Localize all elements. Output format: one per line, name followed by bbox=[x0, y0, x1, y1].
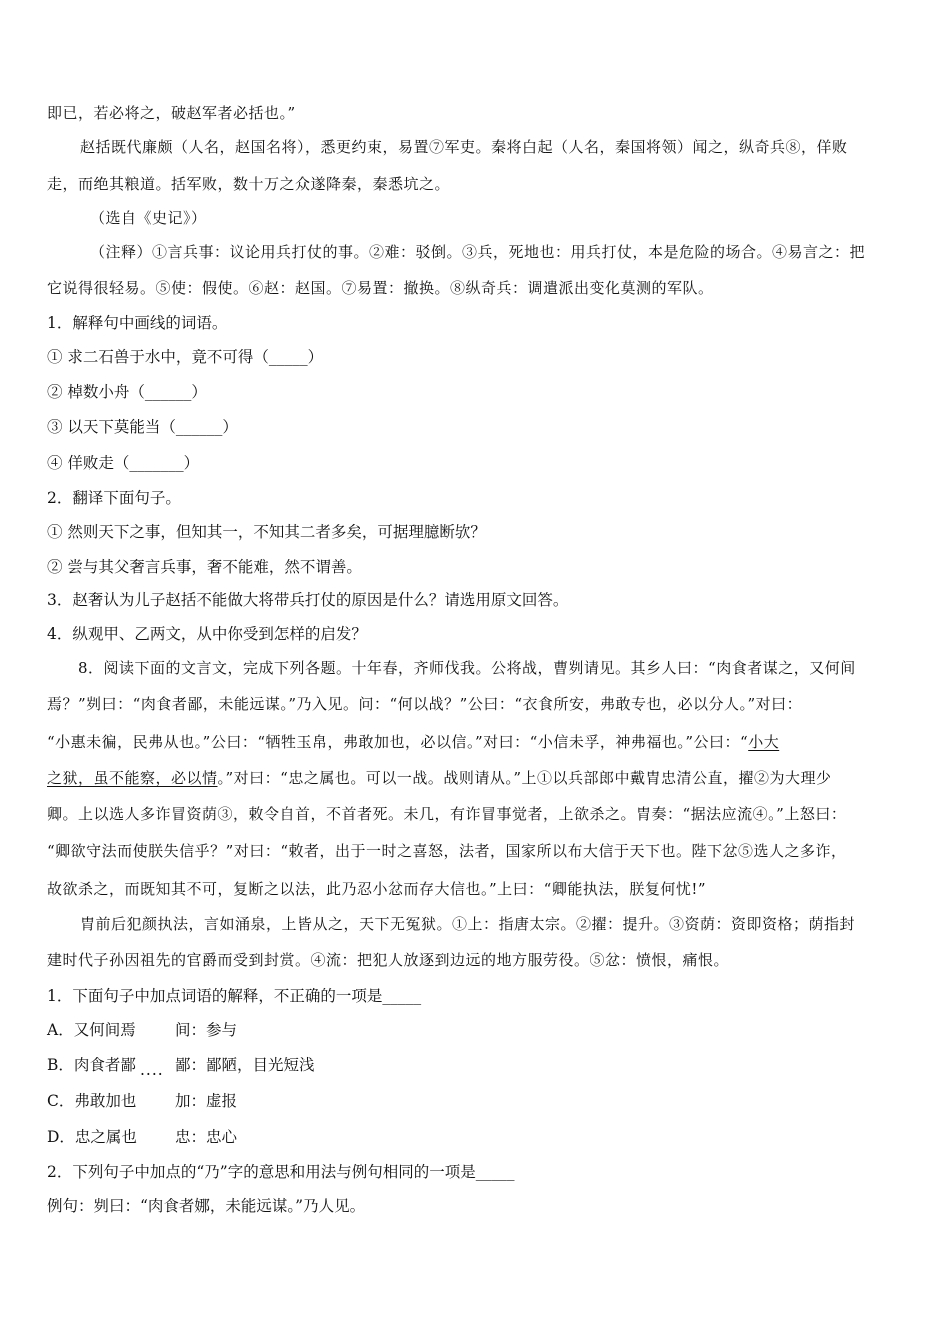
question-a1-item-4: ④ 佯败走（_______） bbox=[47, 454, 200, 472]
option-d-gloss: 忠：忠心 bbox=[175, 1128, 238, 1146]
question-a1-item-2: ② 棹数小舟（______） bbox=[47, 383, 207, 401]
passage-a-notes-line-2: 它说得很轻易。⑤使：假使。⑥赵：赵国。⑦易置：撤换。⑧纵奇兵：调遣派出变化莫测的军队。 bbox=[47, 279, 714, 297]
passage-a-source: （选自《史记》） bbox=[90, 209, 207, 227]
passage-b-line-1: 8．阅读下面的文言文，完成下列各题。十年春，齐师伐我。公将战，曹刿请见。其乡人曰：“肉食者谋之，又何间 bbox=[78, 659, 856, 677]
option-d-label: D．忠之属也 bbox=[47, 1128, 137, 1146]
passage-b-line-4 bbox=[47, 767, 832, 788]
passage-b-line-9: 建时代子孙因祖先的官爵而受到封赏。④流：把犯人放逐到边远的地方服劳役。⑤忿：愤恨，痛恨。 bbox=[47, 951, 730, 969]
option-a-gloss: 间：参与 bbox=[175, 1021, 238, 1039]
passage-a-line-2: 赵括既代廉颇（人名，赵国名将），悉更约束，易置⑦军吏。秦将白起（人名，秦国将领）闻之，纵奇兵⑧，佯败 bbox=[80, 138, 848, 156]
passage-b-line-5: 卿。上以选人多诈冒资荫③，敕令自首，不首者死。未几，有诈冒事觉者，上欲杀之。胄奏：“据法应流④。”上怒曰： bbox=[47, 805, 847, 823]
question-b1: 1．下面句子中加点词语的解释，不正确的一项是_____ bbox=[47, 987, 422, 1005]
underlined-phrase-start: 小大 bbox=[748, 733, 780, 751]
option-c-label: C．弗敢加也 bbox=[47, 1092, 137, 1110]
option-b-label: B．肉食者鄙 bbox=[47, 1056, 136, 1074]
question-a3: 3．赵奢认为儿子赵括不能做大将带兵打仗的原因是什么？请选用原文回答。 bbox=[47, 591, 569, 609]
option-b-gloss: 鄙：鄙陋，目光短浅 bbox=[175, 1056, 315, 1074]
passage-b-line-6: “卿欲守法而使朕失信乎？”对曰：“敕者，出于一时之喜怒，法者，国家所以布大信于天下也。陛下忿⑤选人之多诈， bbox=[47, 842, 847, 860]
question-a2: 2．翻译下面句子。 bbox=[47, 489, 181, 507]
emphasis-dots: .... bbox=[140, 1061, 164, 1079]
passage-b-line-3 bbox=[47, 731, 779, 752]
question-b2: 2．下列句子中加点的“乃”字的意思和用法与例句相同的一项是_____ bbox=[47, 1163, 515, 1181]
passage-a-line-3: 走，而绝其粮道。括军败，数十万之众遂降秦，秦悉坑之。 bbox=[47, 175, 451, 193]
question-a1-item-1: ① 求二石兽于水中，竟不可得（_____） bbox=[47, 348, 324, 366]
example-sentence: 例句：刿曰：“肉食者娜，未能远谋。”乃人见。 bbox=[47, 1197, 366, 1215]
passage-b-line-2: 焉？”刿曰：“肉食者鄙，未能远谋。”乃入见。问：“何以战？”公曰：“衣食所安，弗敢专也，必以分人。”对曰： bbox=[47, 695, 803, 713]
option-a-label: A．又何间焉 bbox=[47, 1021, 136, 1039]
option-c-gloss: 加：虚报 bbox=[175, 1092, 238, 1110]
question-a1-item-3: ③ 以天下莫能当（______） bbox=[47, 418, 238, 436]
passage-a-line-1: 即已，若必将之，破赵军者必括也。” bbox=[47, 104, 296, 122]
passage-b-line-8: 胄前后犯颜执法，言如涌泉，上皆从之，天下无冤狱。①上：指唐太宗。②擢：提升。③资荫：资即资格；荫指封 bbox=[80, 915, 856, 933]
question-a1: 1．解释句中画线的词语。 bbox=[47, 314, 228, 332]
passage-b-line-7: 故欲杀之，而既知其不可，复断之以法，此乃忍小忿而存大信也。”上曰：“卿能执法，朕复何忧!” bbox=[47, 880, 707, 898]
passage-b-line-4-text: 。”对曰：“忠之属也。可以一战。战则请从。”上①以兵部郎中戴胄忠清公直，擢②为大理少 bbox=[217, 769, 832, 787]
question-a2-item-1: ① 然则天下之事，但知其一，不知其二者多矣，可据理臆断欤？ bbox=[47, 523, 486, 541]
passage-b-line-3-text: “小惠未徧，民弗从也。”公曰：“牺牲玉帛，弗敢加也，必以信。”对曰：“小信未孚，神弗福也。”公曰：“ bbox=[47, 733, 749, 751]
question-a2-item-2: ② 尝与其父奢言兵事，奢不能难，然不谓善。 bbox=[47, 558, 362, 576]
passage-a-notes-line-1: （注释）①言兵事：议论用兵打仗的事。②难：驳倒。③兵，死地也：用兵打仗，本是危险的场合。④易言之：把 bbox=[90, 243, 866, 261]
underlined-phrase-end: 之狱，虽不能察，必以情 bbox=[47, 769, 218, 787]
question-a4: 4．纵观甲、乙两文，从中你受到怎样的启发？ bbox=[47, 625, 367, 643]
